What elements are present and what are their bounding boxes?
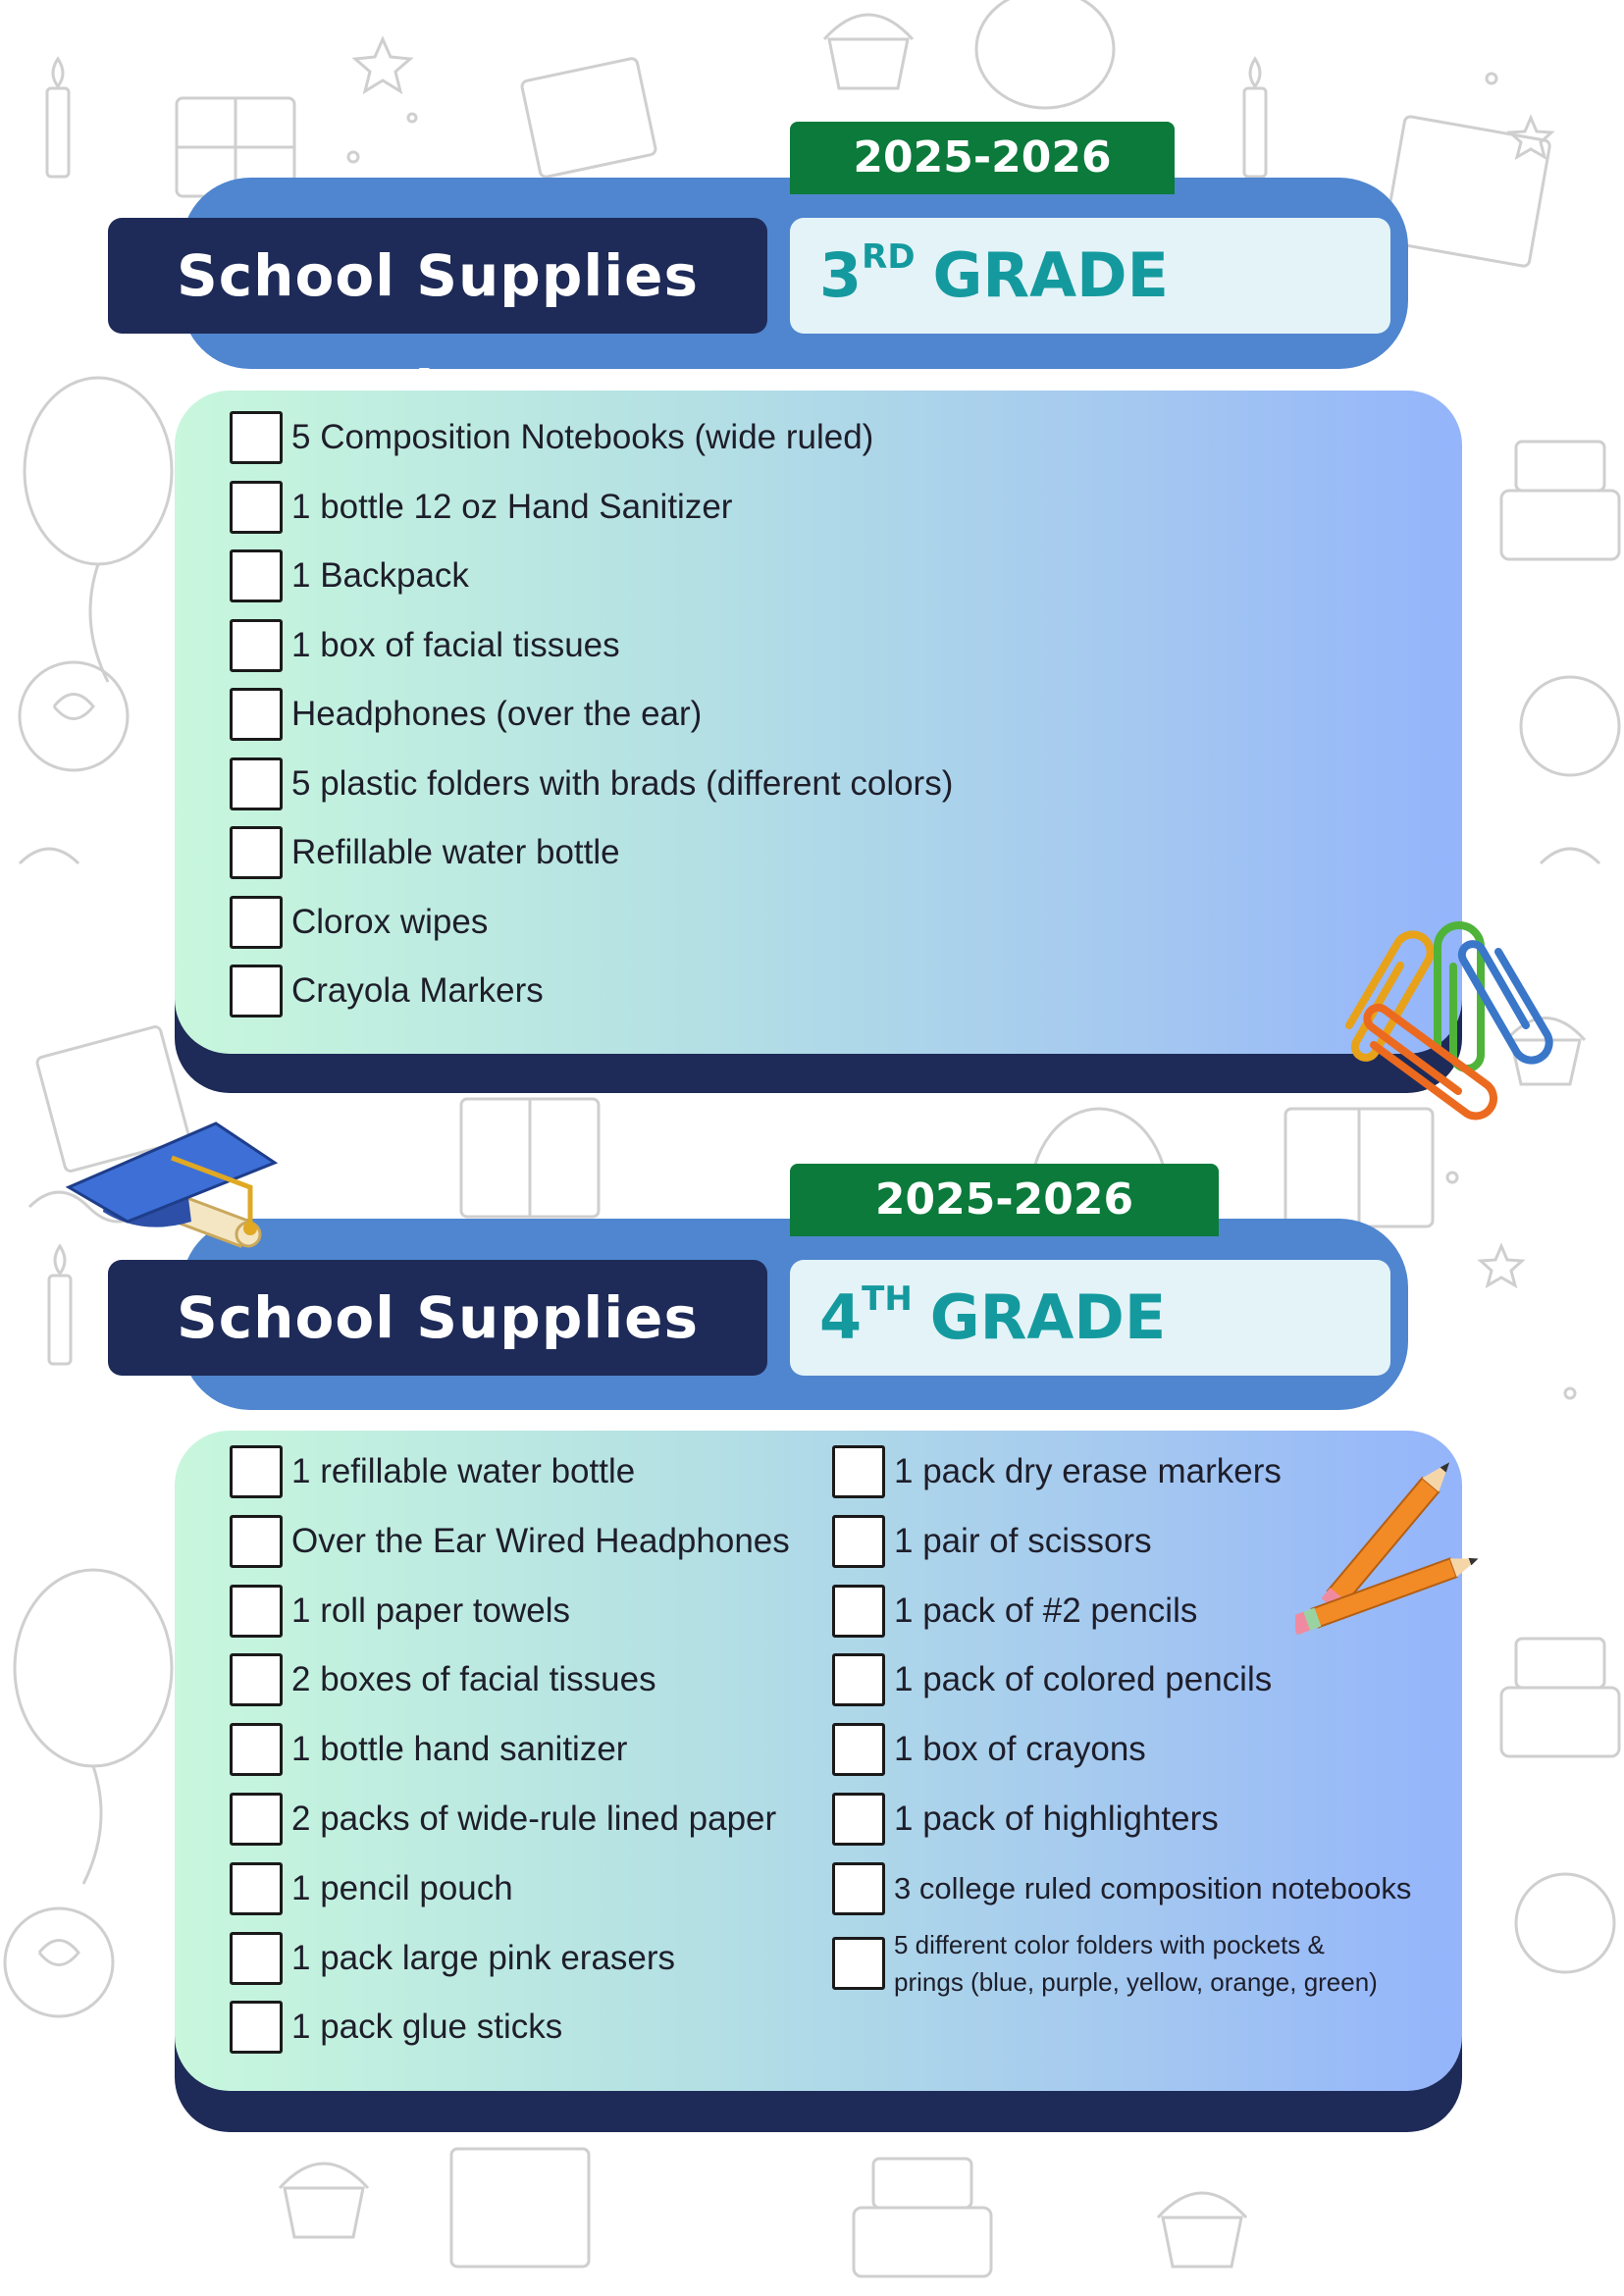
checklist-item [230, 1515, 790, 1568]
item-checkbox[interactable] [230, 619, 283, 672]
item-label: 1 pack large pink erasers [291, 1938, 676, 1977]
checklist-card [175, 391, 1462, 1054]
checklist-item [230, 1932, 675, 1985]
item-label: 2 packs of wide-rule lined paper [291, 1800, 777, 1838]
item-checkbox[interactable] [230, 826, 283, 879]
item-label: 1 roll paper towels [291, 1591, 571, 1630]
pencils-icon [1295, 1442, 1492, 1639]
checklist-item [230, 1723, 627, 1776]
item-checkbox[interactable] [230, 1515, 283, 1568]
item-checkbox[interactable] [230, 1723, 283, 1776]
item-checkbox[interactable] [832, 1515, 885, 1568]
item-checkbox[interactable] [230, 1653, 283, 1706]
grade-word: GRADE [932, 239, 1169, 311]
item-label: 1 box of crayons [894, 1730, 1146, 1769]
item-checkbox[interactable] [832, 1585, 885, 1638]
checklist-item [230, 896, 488, 949]
item-checkbox[interactable] [230, 896, 283, 949]
list-title: School Supplies [108, 1260, 767, 1376]
checklist-card [175, 1431, 1462, 2091]
item-checkbox[interactable] [230, 1793, 283, 1846]
year-badge: 2025-2026 [790, 1164, 1219, 1236]
item-label: 5 Composition Notebooks (wide ruled) [291, 418, 874, 456]
item-label: 1 pack glue sticks [291, 2008, 563, 2047]
item-label: 1 pack dry erase markers [894, 1452, 1282, 1490]
checklist-item [230, 1793, 776, 1846]
checklist-item [230, 481, 732, 534]
checklist-item [230, 1585, 570, 1638]
item-checkbox[interactable] [230, 1445, 283, 1498]
item-label: 1 box of facial tissues [291, 625, 620, 664]
checklist-item [230, 411, 873, 464]
grade-label [790, 1260, 1390, 1376]
checklist-item [832, 1862, 1411, 1915]
checklist-item [230, 1862, 513, 1915]
item-label: 1 pack of colored pencils [894, 1660, 1273, 1699]
item-label: 5 plastic folders with brads (different colors) [291, 763, 954, 803]
checklist-item [832, 1445, 1282, 1498]
checklist-item [832, 1793, 1219, 1846]
grade-word: GRADE [929, 1281, 1167, 1353]
year-badge: 2025-2026 [790, 122, 1175, 194]
item-checkbox[interactable] [230, 688, 283, 741]
grade-number: 4 [819, 1281, 863, 1353]
checklist-item [230, 2001, 562, 2054]
checklist-item [230, 1445, 635, 1498]
checklist-item [832, 1515, 1152, 1568]
checklist-item [832, 1585, 1197, 1638]
list-title: School Supplies [108, 218, 767, 334]
grade-label [790, 218, 1390, 334]
checklist-item [230, 688, 702, 741]
item-label: 1 refillable water bottle [291, 1452, 636, 1490]
item-checkbox[interactable] [832, 1653, 885, 1706]
checklist-item [230, 549, 469, 602]
item-label: Over the Ear Wired Headphones [291, 1521, 790, 1560]
graduation-cap-icon [64, 1119, 299, 1276]
item-checkbox[interactable] [230, 757, 283, 810]
item-checkbox[interactable] [230, 1585, 283, 1638]
item-checkbox[interactable] [230, 965, 283, 1018]
item-label: 1 pack of highlighters [894, 1800, 1219, 1838]
item-checkbox[interactable] [832, 1445, 885, 1498]
checklist-item [832, 1926, 1385, 2001]
checklist-item [832, 1653, 1272, 1706]
item-checkbox[interactable] [230, 549, 283, 602]
item-label: 1 pair of scissors [894, 1521, 1152, 1560]
checklist-item [230, 1653, 656, 1706]
item-label: 1 pencil pouch [291, 1868, 513, 1907]
grade-number: 3 [819, 239, 863, 311]
item-label: 1 bottle 12 oz Hand Sanitizer [291, 487, 733, 526]
paperclips-icon [1330, 908, 1575, 1133]
item-checkbox[interactable] [230, 411, 283, 464]
item-label: Headphones (over the ear) [291, 695, 703, 733]
item-label: Clorox wipes [291, 902, 489, 941]
item-label: 3 college ruled composition notebooks [894, 1870, 1412, 1905]
checklist-item [230, 965, 544, 1018]
item-checkbox[interactable] [832, 1723, 885, 1776]
item-checkbox[interactable] [832, 1937, 885, 1990]
item-label: Crayola Markers [291, 971, 544, 1010]
item-checkbox[interactable] [832, 1862, 885, 1915]
item-label: 1 pack of #2 pencils [894, 1591, 1198, 1630]
item-checkbox[interactable] [230, 481, 283, 534]
checklist-item [230, 757, 953, 810]
grade-suffix: RD [862, 237, 916, 277]
grade-suffix: TH [862, 1279, 913, 1319]
item-checkbox[interactable] [230, 1862, 283, 1915]
item-label: 5 different color folders with pockets & prings (blue, purple, yellow, orange, green) [894, 1930, 1378, 1997]
item-checkbox[interactable] [230, 1932, 283, 1985]
checklist-item [230, 826, 620, 879]
checklist-item [230, 619, 620, 672]
item-label: 1 bottle hand sanitizer [291, 1730, 628, 1769]
item-label: Refillable water bottle [291, 833, 620, 871]
item-checkbox[interactable] [230, 2001, 283, 2054]
checklist-item [832, 1723, 1146, 1776]
item-label: 1 Backpack [291, 556, 469, 595]
item-checkbox[interactable] [832, 1793, 885, 1846]
item-label: 2 boxes of facial tissues [291, 1660, 656, 1699]
